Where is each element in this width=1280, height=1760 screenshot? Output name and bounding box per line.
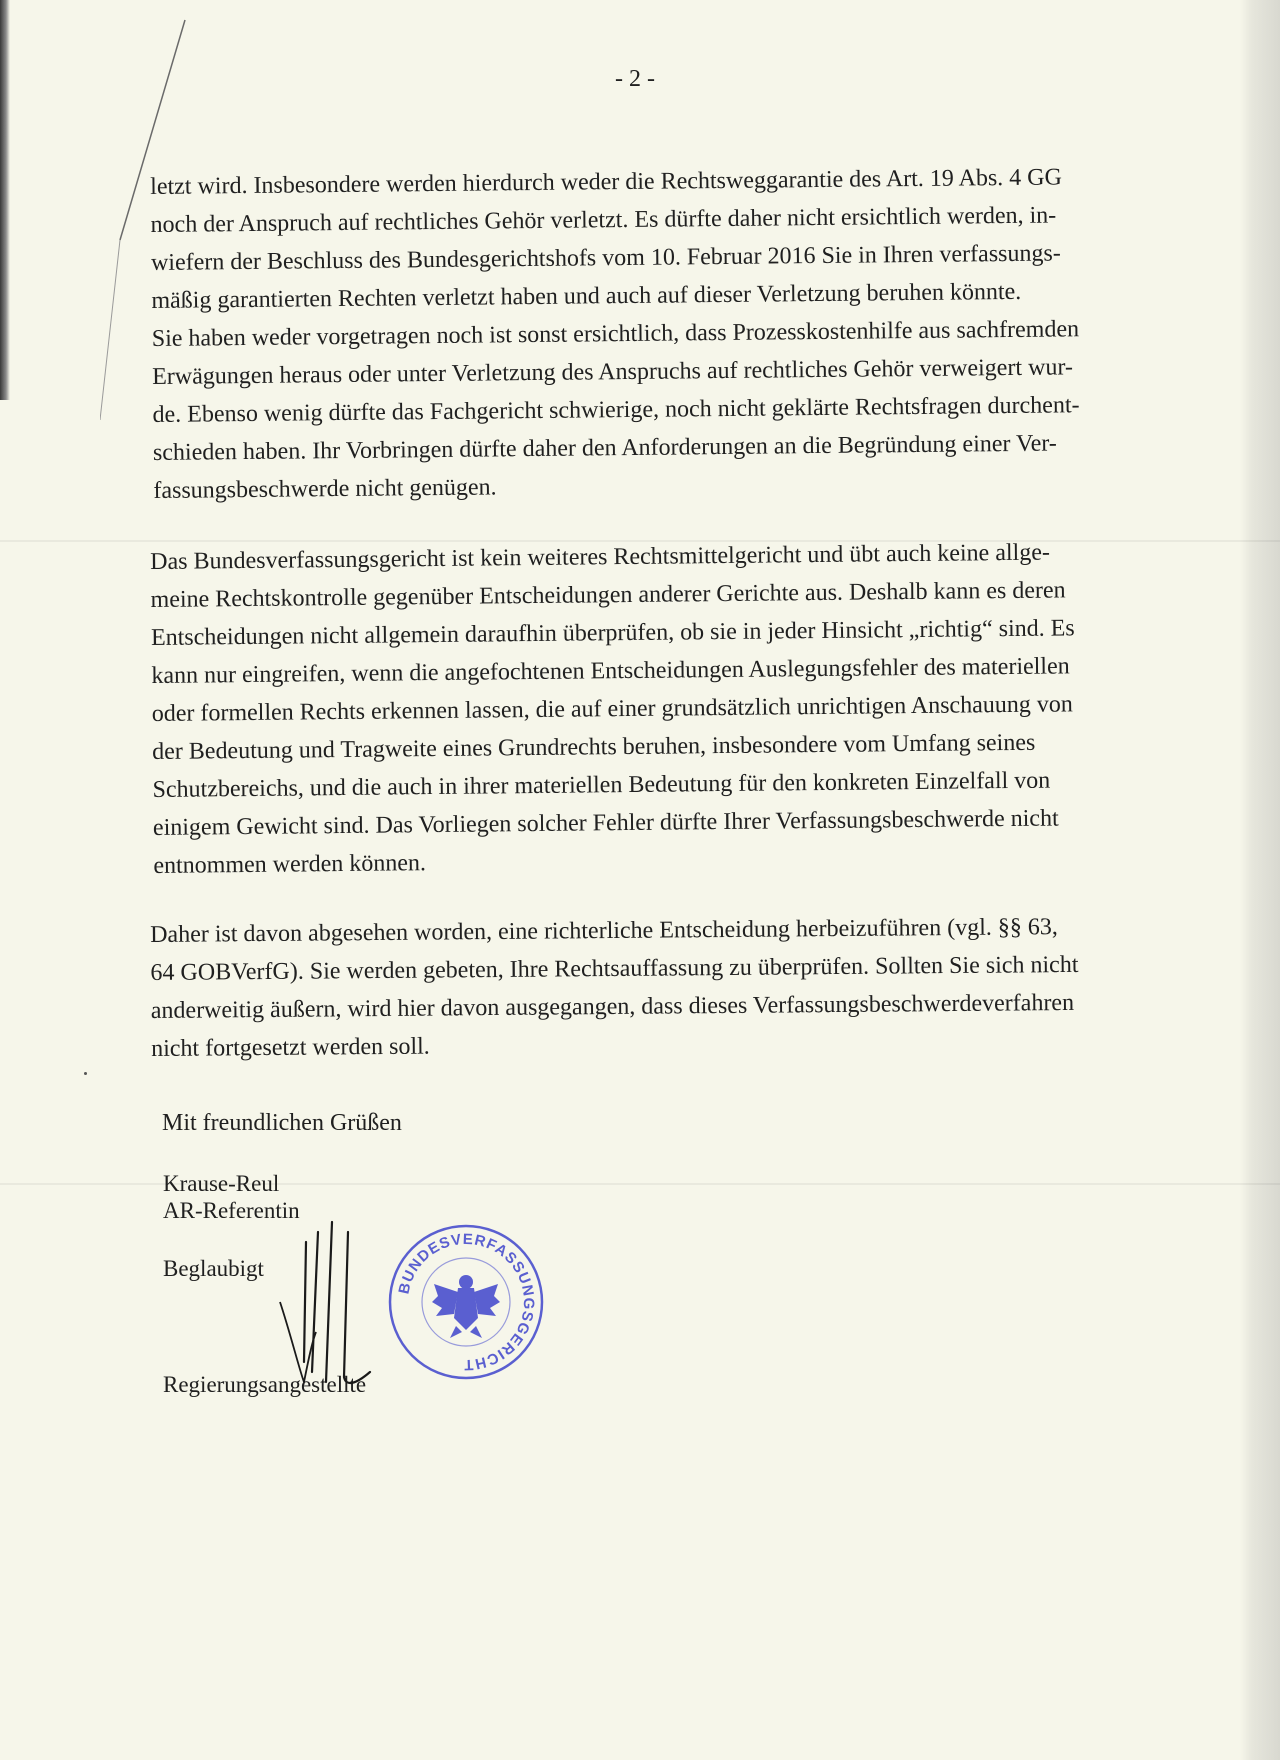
text-line: Sie haben weder vorgetragen noch ist sonst ersichtlich, dass Prozesskostenhilfe aus sachfremden — [151, 316, 1080, 352]
text-line: letzt wird. Insbesondere werden hierdurch weder die Rechtsweggarantie des Art. 19 Abs. 4 GG — [150, 164, 1063, 200]
scan-shadow-right — [1240, 0, 1280, 1760]
text-line: noch der Anspruch auf rechtliches Gehör verletzt. Es dürfte daher nicht ersichtlich werden, in- — [150, 202, 1057, 238]
text-line: anderweitig äußern, wird hier davon ausgegangen, dass dieses Verfassungsbeschwerdeverfahren — [150, 989, 1075, 1024]
text-line: 64 GOBVerfG). Sie werden gebeten, Ihre Rechtsauffassung zu überprüfen. Sollten Sie sich nicht — [150, 951, 1079, 986]
text-line: Daher ist davon abgesehen worden, eine richterliche Entscheidung herbeizuführen (vgl. §§ 63, — [150, 914, 1058, 948]
seal-text: BUNDESVERFASSUNGSGERICHT — [395, 1230, 538, 1374]
text-line: wiefern der Beschluss des Bundesgerichtshofs vom 10. Februar 2016 Sie in Ihren verfassungs- — [150, 240, 1061, 276]
text-line: oder formellen Rechts erkennen lassen, die auf einer grundsätzlich unrichtigen Anschauung von — [151, 691, 1073, 727]
signatory-role: AR-Referentin — [163, 1198, 300, 1223]
text-line: Das Bundesverfassungsgericht ist kein weiteres Rechtsmittelgericht und übt auch keine allge- — [150, 539, 1051, 575]
official-seal — [386, 1222, 546, 1382]
text-line: nicht fortgesetzt werden soll. — [151, 1033, 430, 1062]
text-line: Entscheidungen nicht allgemein daraufhin überprüfen, ob sie in jeder Hinsicht „richtig“ sind. Es — [150, 615, 1075, 651]
text-line: entnommen werden können. — [153, 850, 427, 879]
scan-speck — [84, 1072, 87, 1075]
text-line: mäßig garantierten Rechten verletzt haben und auch auf dieser Verletzung beruhen könnte. — [151, 278, 1022, 314]
text-line: Erwägungen heraus oder unter Verletzung des Anspruchs auf rechtliches Gehör verweigert wur- — [152, 354, 1074, 390]
handwritten-signature — [260, 1212, 400, 1392]
text-line: de. Ebenso wenig dürfte das Fachgericht schwierige, noch nicht geklärte Rechtsfragen durchent- — [152, 392, 1080, 428]
text-line: einigem Gewicht sind. Das Vorliegen solcher Fehler dürfte Ihrer Verfassungsbeschwerde nicht — [152, 805, 1059, 841]
certified-label: Beglaubigt — [163, 1256, 264, 1281]
text-line: Schutzbereichs, und die auch in ihrer materiellen Bedeutung für den konkreten Einzelfall von — [152, 767, 1051, 803]
paragraph-3 — [150, 907, 1126, 1068]
paragraph-2 — [150, 533, 1129, 885]
text-line: schieden haben. Ihr Vorbringen dürfte daher den Anforderungen an die Begründung einer Ver- — [152, 430, 1057, 466]
text-line: fassungsbeschwerde nicht genügen. — [153, 474, 497, 504]
text-line: der Bedeutung und Tragweite eines Grundrechts beruhen, insbesondere vom Umfang seines — [152, 729, 1036, 765]
page-number: - 2 - — [615, 66, 655, 92]
text-line: kann nur eingreifen, wenn die angefochtenen Entscheidungen Auslegungsfehler des materiellen — [151, 653, 1070, 689]
text-line: meine Rechtskontrolle gegenüber Entscheidungen anderer Gerichte aus. Deshalb kann es deren — [150, 577, 1066, 613]
closing-greeting: Mit freundlichen Grüßen — [162, 1110, 402, 1136]
paragraph-1 — [150, 158, 1129, 510]
clerk-title: Regierungsangestellte — [163, 1372, 367, 1397]
eagle-emblem-icon — [432, 1275, 500, 1338]
signatory-name: Krause-Reul — [163, 1171, 280, 1196]
scan-shadow-left — [0, 0, 10, 400]
